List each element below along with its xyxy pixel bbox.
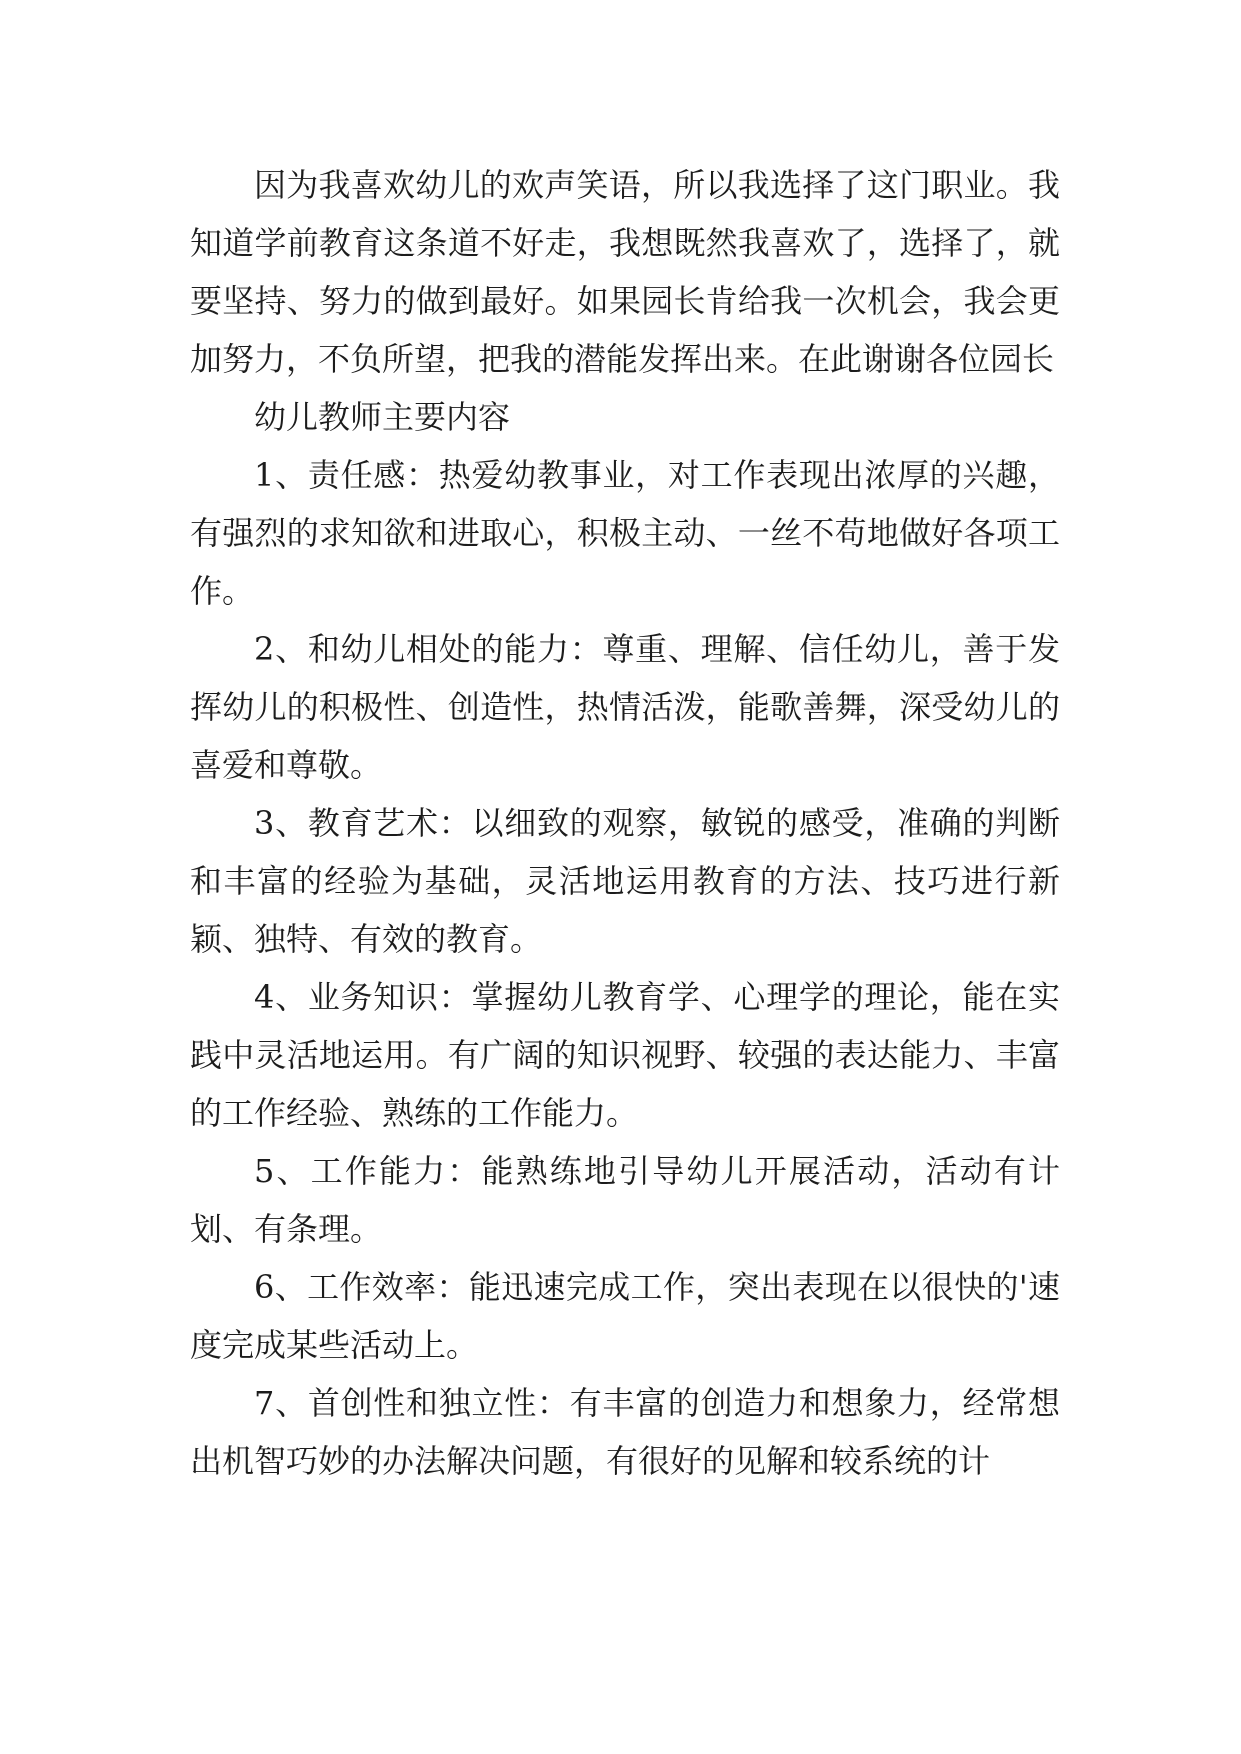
list-item-7: 7、首创性和独立性：有丰富的创造力和想象力，经常想出机智巧妙的办法解决问题，有很好的见解和较系统的计	[190, 1384, 1060, 1480]
list-item-4: 4、业务知识：掌握幼儿教育学、心理学的理论，能在实践中灵活地运用。有广阔的知识视野、较强的表达能力、丰富的工作经验、熟练的工作能力。	[190, 978, 1060, 1132]
section-heading: 幼儿教师主要内容	[254, 398, 511, 436]
list-item-5: 5、工作能力：能熟练地引导幼儿开展活动，活动有计划、有条理。	[190, 1152, 1060, 1248]
list-item-2: 2、和幼儿相处的能力：尊重、理解、信任幼儿，善于发挥幼儿的积极性、创造性，热情活泼，能歌善舞，深受幼儿的喜爱和尊敬。	[190, 630, 1060, 784]
document-body	[190, 156, 1060, 1490]
list-item-3: 3、教育艺术：以细致的观察，敏锐的感受，准确的判断和丰富的经验为基础，灵活地运用教育的方法、技巧进行新颖、独特、有效的教育。	[190, 804, 1060, 958]
list-item-1: 1、责任感：热爱幼教事业，对工作表现出浓厚的兴趣，有强烈的求知欲和进取心，积极主动、一丝不苟地做好各项工作。	[190, 456, 1060, 610]
intro-paragraph: 因为我喜欢幼儿的欢声笑语，所以我选择了这门职业。我知道学前教育这条道不好走，我想既然我喜欢了，选择了，就要坚持、努力的做到最好。如果园长肯给我一次机会，我会更加努力，不负所望，把我的潜能发挥出来。在此谢谢各位园长	[190, 166, 1060, 378]
list-item-6: 6、工作效率：能迅速完成工作，突出表现在以很快的'速度完成某些活动上。	[190, 1268, 1060, 1364]
